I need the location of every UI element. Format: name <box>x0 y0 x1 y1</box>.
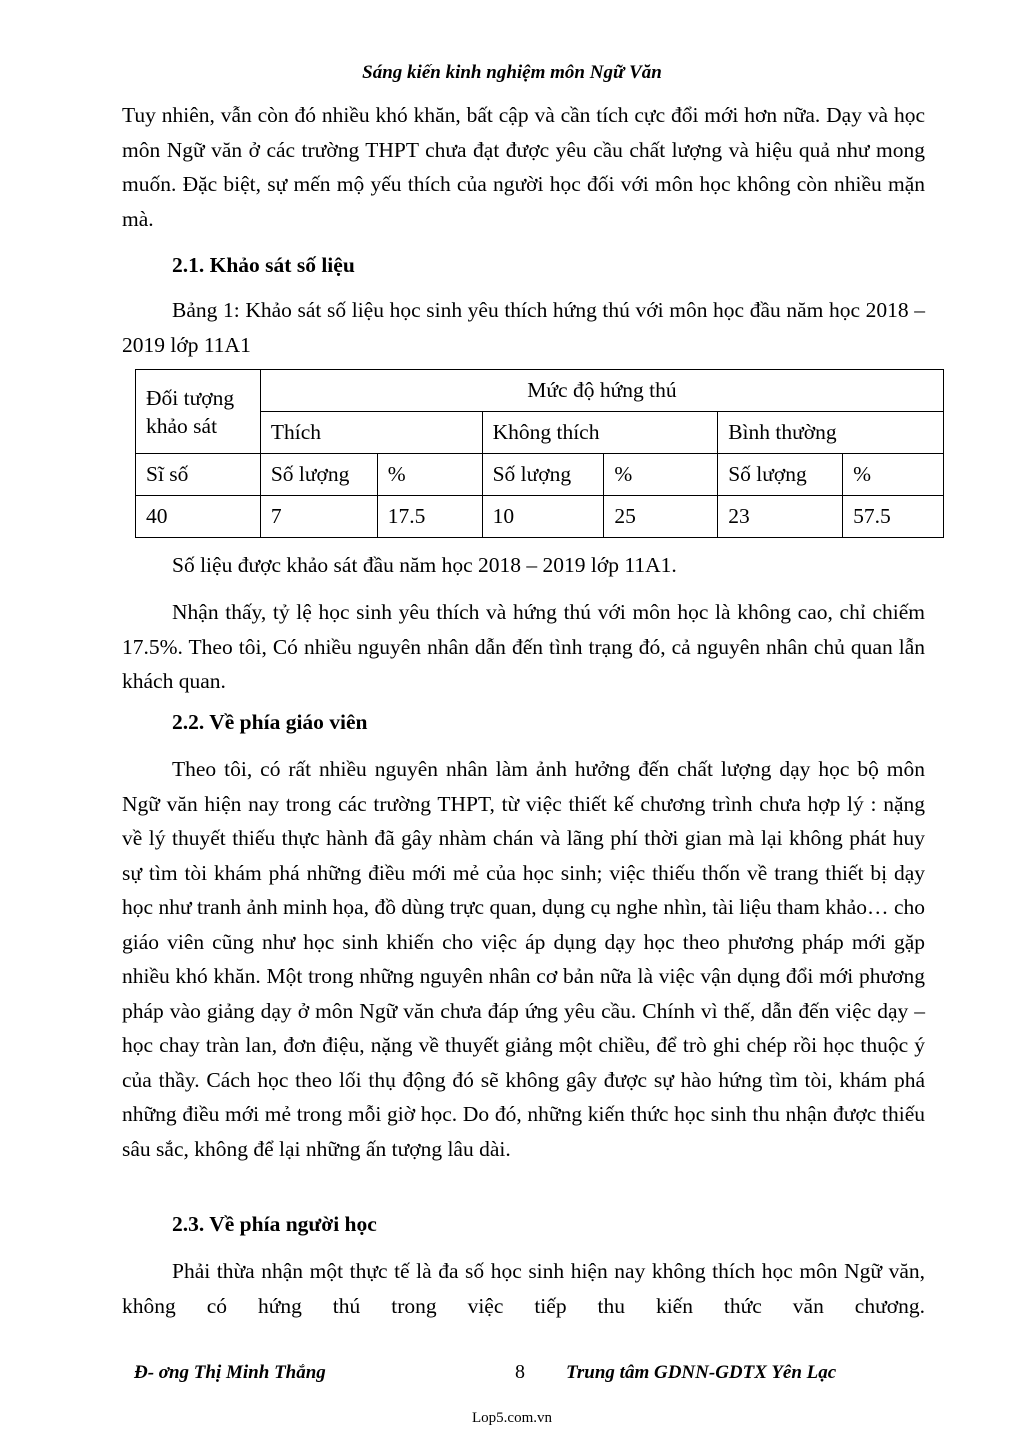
section-heading-2-3: 2.3. Về phía người học <box>172 1212 377 1236</box>
pct-label-cell: % <box>604 454 718 496</box>
subject-header-cell: Đối tượng khảo sát <box>136 370 261 454</box>
qty-label-cell: Số lượng <box>718 454 843 496</box>
value-cell-normal-qty: 23 <box>718 496 843 538</box>
value-cell-total: 40 <box>136 496 261 538</box>
value-cell-like-qty: 7 <box>260 496 377 538</box>
intro-paragraph: Tuy nhiên, vẫn còn đó nhiều khó khăn, bất cập và cần tích cực đổi mới hơn nữa. Dạy và học môn Ngữ văn ở các trường THPT chưa đạt được yêu cầu chất lượng và hiệu quả như mong muốn. Đặc biệt, sự mến mộ yếu thích của người học đối với môn học không còn nhiều mặn mà. <box>122 103 925 231</box>
pct-label-cell: % <box>377 454 482 496</box>
survey-comment: Nhận thấy, tỷ lệ học sinh yêu thích và hứng thú với môn học là không cao, chỉ chiếm 17.5%. Theo tôi, Có nhiều nguyên nhân dẫn đến tình trạng đó, cả nguyên nhân chủ quan lẫn khách quan. <box>122 600 925 693</box>
qty-label-cell: Số lượng <box>482 454 604 496</box>
count-header-cell: Sĩ số <box>136 454 261 496</box>
site-watermark: Lop5.com.vn <box>472 1410 552 1426</box>
value-cell-dislike-qty: 10 <box>482 496 604 538</box>
table-caption: Bảng 1: Khảo sát số liệu học sinh yêu thích hứng thú với môn học đầu năm học 2018 – 2019 lớp 11A1 <box>122 298 925 357</box>
learner-paragraph: Phải thừa nhận một thực tế là đa số học sinh hiện nay không thích học môn Ngữ văn, không có hứng thú trong việc tiếp thu kiến thức văn chương. <box>122 1259 925 1318</box>
survey-table <box>135 369 944 538</box>
category-dislike-cell: Không thích <box>482 412 718 454</box>
section-heading-2-2: 2.2. Về phía giáo viên <box>172 710 368 734</box>
page-number: 8 <box>515 1361 525 1383</box>
category-normal-cell: Bình thường <box>718 412 944 454</box>
survey-note: Số liệu được khảo sát đầu năm học 2018 – 2019 lớp 11A1. <box>172 553 677 577</box>
level-header-cell: Mức độ hứng thú <box>260 370 943 412</box>
category-like-cell: Thích <box>260 412 482 454</box>
footer-center: Trung tâm GDNN-GDTX Yên Lạc <box>566 1362 837 1383</box>
page-header: Sáng kiến kinh nghiệm môn Ngữ Văn <box>362 62 662 83</box>
value-cell-dislike-pct: 25 <box>604 496 718 538</box>
value-cell-like-pct: 17.5 <box>377 496 482 538</box>
section-heading-2-1: 2.1. Khảo sát số liệu <box>172 253 355 277</box>
table-row <box>136 496 944 538</box>
qty-label-cell: Số lượng <box>260 454 377 496</box>
footer-author: Đ- ơng Thị Minh Thắng <box>134 1362 326 1383</box>
value-cell-normal-pct: 57.5 <box>843 496 944 538</box>
teacher-paragraph: Theo tôi, có rất nhiều nguyên nhân làm ảnh hưởng đến chất lượng dạy học bộ môn Ngữ văn hiện nay trong các trường THPT, từ việc thiết kế chương trình chưa hợp lý : nặng về lý thuyết thiếu thực hành đã gây nhàm chán và lãng phí thời gian mà lại không phát huy sự tìm tòi khám phá những điều mới mẻ của học sinh; việc thiếu thốn về trang thiết bị dạy học như tranh ảnh minh họa, đồ dùng trực quan, dụng cụ nghe nhìn, tài liệu tham khảo… cho giáo viên cũng như học sinh khiến cho việc áp dụng dạy học theo phương pháp mới gặp nhiều khó khăn. Một trong những nguyên nhân cơ bản nữa là việc vận dụng đổi mới phương pháp vào giảng dạy ở môn Ngữ văn chưa đáp ứng yêu cầu. Chính vì thế, dẫn đến việc dạy – học chay tràn lan, đơn điệu, nặng về thuyết giảng một chiều, để trò ghi chép rồi học thuộc ý của thầy. Cách học theo lối thụ động đó sẽ không gây được sự hào hứng tìm tòi, khám phá những điều mới mẻ trong mỗi giờ học. Do đó, những kiến thức học sinh thu nhận được thiếu sâu sắc, không để lại những ấn tượng lâu dài. <box>122 757 925 1161</box>
pct-label-cell: % <box>843 454 944 496</box>
